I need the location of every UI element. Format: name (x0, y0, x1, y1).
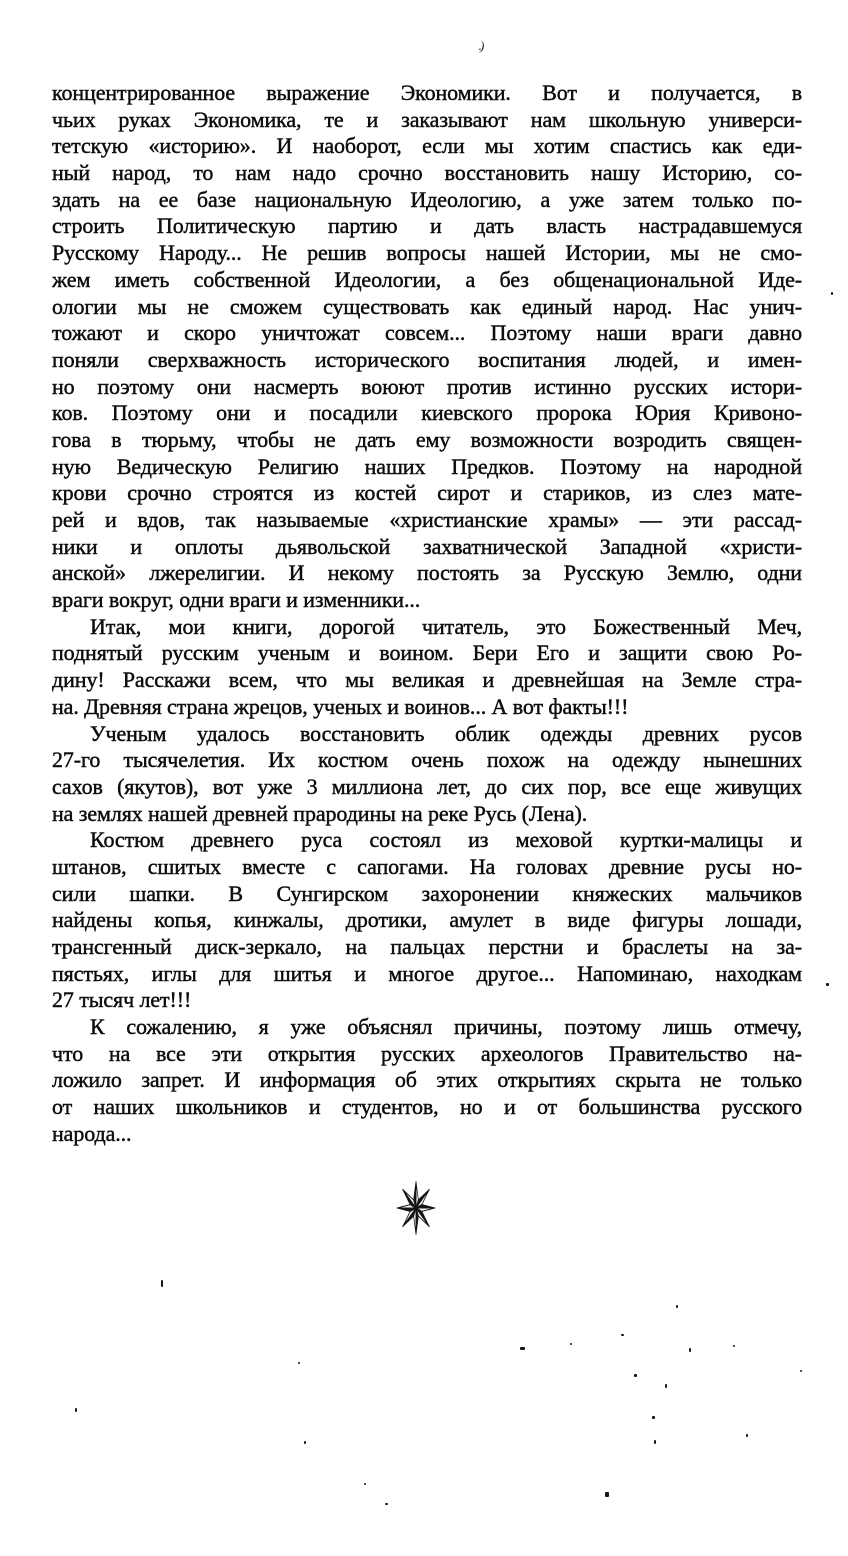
scan-speck (304, 1441, 306, 1444)
scan-speck (826, 983, 829, 986)
text-line: Итак, мои книги, дорогой читатель, это Божественный Меч, (90, 613, 802, 639)
text-line: анской» лжерелигии. И некому постоять за Русскую Землю, одни (52, 560, 802, 586)
scan-speck (654, 1440, 656, 1444)
text-line: ложило запрет. И информация об этих открытиях скрыта не только (52, 1067, 802, 1093)
text-line: сахов (якутов), вот уже 3 миллиона лет, до сих пор, все еще живущих (52, 773, 802, 799)
text-line: крови срочно строятся из костей сирот и стариков, из слез мате- (52, 480, 802, 506)
text-line: ков. Поэтому они и посадили киевского пророка Юрия Кривоно- (52, 400, 802, 426)
text-line: чьих руках Экономика, те и заказывают нам школьную универси- (52, 106, 802, 132)
scan-speck (570, 1343, 572, 1345)
text-line: здать на ее базе национальную Идеологию, а уже затем только по- (52, 186, 802, 212)
text-line: враги вокруг, одни враги и изменники... (52, 587, 421, 613)
text-line: что на все эти открытия русских археологов Правительство на- (52, 1040, 802, 1066)
eight-pointed-star-icon (396, 1180, 436, 1236)
text-line: 27 тысяч лет!!! (52, 987, 192, 1013)
scan-speck (364, 1483, 366, 1485)
text-line: 27-го тысячелетия. Их костюм очень похож на одежду нынешних (52, 747, 802, 773)
text-line: дину! Расскажи всем, что мы великая и древнейшая на Земле стра- (52, 667, 802, 693)
text-line: ологии мы не сможем существовать как единый народ. Нас унич- (52, 293, 802, 319)
text-line: сили шапки. В Сунгирском захоронении княжеских мальчиков (52, 880, 802, 906)
scan-speck (634, 1374, 637, 1377)
eight-pointed-star-ornament (396, 1180, 436, 1236)
text-line: от наших школьников и студентов, но и от большинства русского (52, 1094, 802, 1120)
scan-speck (161, 1280, 163, 1287)
text-line: гова в тюрьму, чтобы не дать ему возможности возродить священ- (52, 426, 802, 452)
text-line: найдены копья, кинжалы, дротики, амулет в виде фигуры лошади, (52, 907, 802, 933)
text-line: Русскому Народу... Не решив вопросы нашей Истории, мы не смо- (52, 240, 802, 266)
scan-speck (676, 1305, 678, 1308)
body-text (52, 80, 802, 1148)
text-line: ный народ, то нам надо срочно восстановить нашу Историю, со- (52, 160, 802, 186)
text-line: народа... (52, 1120, 132, 1146)
text-line: тетскую «историю». И наоборот, если мы хотим спастись как еди- (52, 133, 802, 159)
scan-speck (689, 1348, 691, 1352)
text-line: пястьях, иглы для шитья и многое другое... Напоминаю, находкам (52, 960, 802, 986)
scan-speck (520, 1347, 525, 1350)
scan-speck (385, 1503, 388, 1505)
text-line: поняли сверхважность исторического воспитания людей, и имен- (52, 346, 802, 372)
text-line: Ученым удалось восстановить облик одежды древних русов (90, 720, 802, 746)
text-line: на. Древняя страна жрецов, ученых и воинов... А вот факты!!! (52, 693, 629, 719)
text-line: но поэтому они насмерть воюют против истинно русских истори- (52, 373, 802, 399)
text-line: тожают и скоро уничтожат совсем... Поэтому наши враги давно (52, 320, 802, 346)
scan-speck (733, 1345, 735, 1347)
scan-speck (75, 1408, 77, 1412)
text-line: жем иметь собственной Идеологии, а без общенациональной Иде- (52, 266, 802, 292)
text-line: штанов, сшитых вместе с сапогами. На головах древние русы но- (52, 853, 802, 879)
scan-speck (605, 1492, 609, 1497)
text-line: рей и вдов, так называемые «христианские храмы» — эти рассад- (52, 507, 802, 532)
text-line: ную Ведическую Религию наших Предков. Поэтому на народной (52, 453, 802, 479)
scan-speck (665, 1384, 667, 1388)
scan-speck (621, 1334, 624, 1336)
scan-artifact-mark: .) (477, 37, 485, 54)
text-line: на землях нашей древней прародины на реке Русь (Лена). (52, 800, 588, 826)
scan-speck (831, 292, 833, 295)
text-line: ники и оплоты дьявольской захватнической Западной «христи- (52, 533, 802, 559)
scan-speck (652, 1416, 655, 1419)
scan-speck (746, 1434, 748, 1437)
text-line: Костюм древнего руса состоял из меховой куртки-малицы и (90, 827, 802, 853)
text-line: концентрированное выражение Экономики. Вот и получается, в (52, 80, 802, 105)
text-line: К сожалению, я уже объяснял причины, поэтому лишь отмечу, (90, 1014, 802, 1040)
text-line: строить Политическую партию и дать власть настрадавшемуся (52, 213, 802, 239)
text-line: трансгенный диск-зеркало, на пальцах перстни и браслеты на за- (52, 934, 802, 959)
scan-speck (800, 1370, 802, 1372)
scan-speck (298, 1362, 300, 1364)
text-line: поднятый русским ученым и воином. Бери Его и защити свою Ро- (52, 640, 802, 666)
